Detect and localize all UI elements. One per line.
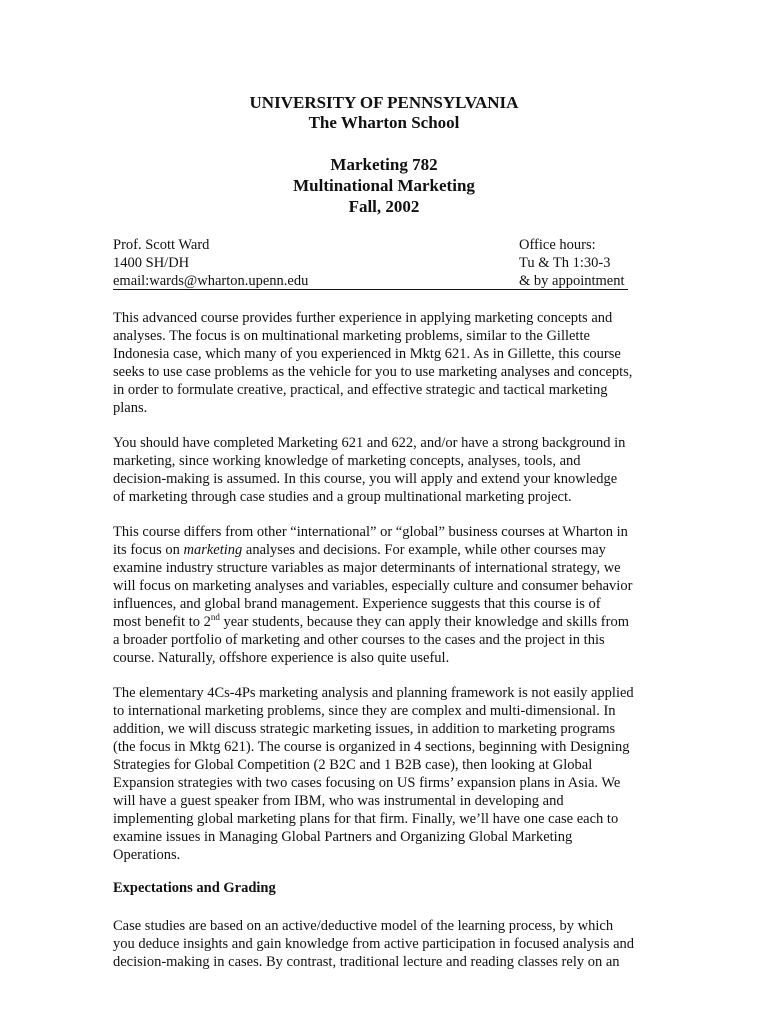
course-number: Marketing 782 bbox=[330, 155, 438, 174]
text-line: to international marketing problems, since they are complex and multi-dimensional. In bbox=[113, 703, 616, 719]
text-line: will have a guest speaker from IBM, who was instrumental in developing and bbox=[113, 793, 564, 809]
text-line bbox=[113, 541, 632, 559]
text-line: course. Naturally, offshore experience is also quite useful. bbox=[113, 650, 450, 666]
contact-divider bbox=[113, 289, 628, 290]
text-line: you deduce insights and gain knowledge from active participation in focused analysis and bbox=[113, 936, 635, 952]
instructor-email[interactable]: email:wards@wharton.upenn.edu bbox=[113, 273, 309, 289]
text-line: Operations. bbox=[113, 847, 181, 863]
office-hours-times: Tu & Th 1:30-3 bbox=[519, 255, 611, 271]
text-line: (the focus in Mktg 621). The course is organized in 4 sections, beginning with Designing bbox=[113, 739, 630, 755]
text-line: influences, and global brand management. Experience suggests that this course is of bbox=[113, 596, 601, 612]
text-segment: year students, because they can apply their knowledge and skills from bbox=[219, 614, 629, 630]
text-line: addition, we will discuss strategic marketing issues, in addition to marketing programs bbox=[113, 721, 616, 737]
text-line: examine issues in Managing Global Partners and Organizing Global Marketing bbox=[113, 829, 573, 845]
text-line: decision-making is assumed. In this course, you will apply and extend your knowledge bbox=[113, 471, 618, 487]
text-line: This advanced course provides further experience in applying marketing concepts and bbox=[113, 310, 613, 326]
text-line: The elementary 4Cs-4Ps marketing analysis and planning framework is not easily applied bbox=[113, 685, 634, 701]
paragraph-framework bbox=[113, 684, 634, 864]
instructor-name: Prof. Scott Ward bbox=[113, 237, 210, 253]
text-line: a broader portfolio of marketing and other courses to the cases and the project in this bbox=[113, 632, 605, 648]
text-line: marketing, since working knowledge of marketing concepts, analyses, tools, and bbox=[113, 453, 581, 469]
paragraph-prerequisites bbox=[113, 434, 625, 506]
text-line: in order to formulate creative, practical, and effective strategic and tactical marketing bbox=[113, 382, 608, 398]
text-line: examine industry structure variables as major determinants of international strategy, we bbox=[113, 560, 621, 576]
instructor-office: 1400 SH/DH bbox=[113, 255, 190, 271]
university-name: UNIVERSITY OF PENNSYLVANIA bbox=[249, 93, 519, 112]
text-line: decision-making in cases. By contrast, traditional lecture and reading classes rely on an bbox=[113, 954, 620, 970]
office-hours-label: Office hours: bbox=[519, 237, 596, 253]
instructor-contact bbox=[113, 236, 308, 290]
office-hours-appointment: & by appointment bbox=[519, 273, 625, 289]
text-line: Indonesia case, which many of you experienced in Mktg 621. As in Gillette, this course bbox=[113, 346, 621, 362]
text-line: Expansion strategies with two cases focusing on US firms’ expansion plans in Asia. We bbox=[113, 775, 621, 791]
school-name: The Wharton School bbox=[308, 113, 460, 132]
text-line: This course differs from other “international” or “global” business courses at Wharton in bbox=[113, 524, 628, 540]
text-line bbox=[113, 613, 632, 631]
course-title: Multinational Marketing bbox=[293, 176, 475, 195]
text-line: analyses. The focus is on multinational marketing problems, similar to the Gillette bbox=[113, 328, 590, 344]
office-hours bbox=[519, 236, 625, 290]
text-line: Strategies for Global Competition (2 B2C and 1 B2B case), then looking at Global bbox=[113, 757, 593, 773]
paragraph-course-differences bbox=[113, 523, 632, 667]
ordinal-superscript: nd bbox=[210, 612, 220, 622]
text-segment: analyses and decisions. For example, while other courses may bbox=[242, 542, 606, 558]
text-line: plans. bbox=[113, 400, 148, 416]
paragraph-case-studies bbox=[113, 917, 634, 971]
text-line: will focus on marketing analyses and variables, especially culture and consumer behavior bbox=[113, 578, 633, 594]
emphasized-word: marketing bbox=[183, 542, 243, 558]
text-line: seeks to use case problems as the vehicle for you to use marketing analyses and concepts, bbox=[113, 364, 633, 380]
text-segment: most benefit to 2 bbox=[113, 614, 211, 630]
text-line: implementing global marketing plans for that firm. Finally, we’ll have one case each to bbox=[113, 811, 619, 827]
text-line: of marketing through case studies and a group multinational marketing project. bbox=[113, 489, 572, 505]
text-segment: its focus on bbox=[113, 542, 184, 558]
text-line: You should have completed Marketing 621 and 622, and/or have a strong background in bbox=[113, 435, 626, 451]
section-heading-expectations: Expectations and Grading bbox=[113, 880, 276, 896]
text-line: Case studies are based on an active/deductive model of the learning process, by which bbox=[113, 918, 614, 934]
course-term: Fall, 2002 bbox=[348, 197, 420, 216]
paragraph-course-overview bbox=[113, 309, 632, 417]
